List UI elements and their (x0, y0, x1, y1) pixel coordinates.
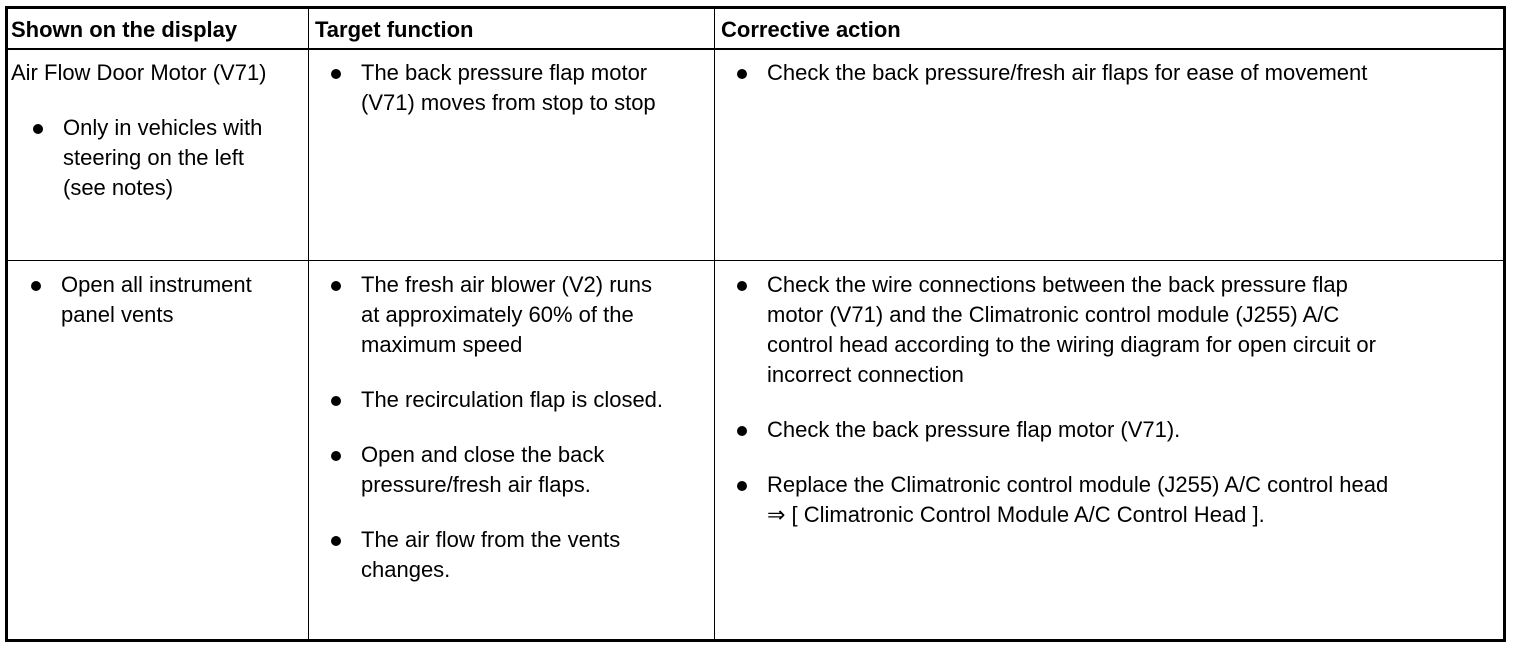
header-target-function: Target function (315, 17, 474, 42)
row1-target-line: The back pressure flap motor (361, 60, 648, 85)
row2-target-cell (309, 270, 713, 585)
row2-target-line: The fresh air blower (V2) runs (361, 272, 652, 297)
row2-target-line: maximum speed (361, 332, 523, 357)
row2-target-line: at approximately 60% of the (361, 302, 634, 327)
bullet-icon (33, 124, 43, 134)
row2-target-line: changes. (361, 557, 451, 582)
row2-action-line: Check the back pressure flap motor (V71). (767, 417, 1181, 442)
list-item (715, 415, 1503, 445)
row2-display-line: Open all instrument (61, 272, 252, 297)
row1-target-line: (V71) moves from stop to stop (361, 90, 656, 115)
row2-action-line: ⇒ [ Climatronic Control Module A/C Control Head ]. (767, 502, 1265, 527)
row2-target-line: Open and close the back (361, 442, 605, 467)
list-item (9, 270, 307, 330)
list-item (715, 270, 1503, 390)
row2-action-line: Replace the Climatronic control module (J255) A/C control head (767, 472, 1389, 497)
list-item (309, 440, 713, 500)
bullet-icon (737, 481, 747, 491)
row2-target-line: The recirculation flap is closed. (361, 387, 664, 412)
bullet-icon (331, 396, 341, 406)
list-item (309, 58, 713, 118)
row2-action-line: incorrect connection (767, 362, 964, 387)
row1-action-line: Check the back pressure/fresh air flaps for ease of movement (767, 60, 1368, 85)
row1-display-cell (11, 58, 307, 203)
row2-action-line: Check the wire connections between the back pressure flap (767, 272, 1348, 297)
row1-display-bullet-line: (see notes) (63, 175, 174, 200)
row2-action-cell (715, 270, 1503, 530)
list-item (309, 270, 713, 360)
list-item (715, 470, 1503, 530)
list-item (11, 113, 307, 203)
list-item (309, 385, 713, 415)
bullet-icon (331, 451, 341, 461)
row2-target-line: The air flow from the vents (361, 527, 621, 552)
row2-action-line: control head according to the wiring diagram for open circuit or (767, 332, 1376, 357)
list-item (309, 525, 713, 585)
row1-action-cell (715, 58, 1503, 88)
bullet-icon (31, 281, 41, 291)
row1-display-bullet-line: steering on the left (63, 145, 245, 170)
bullet-icon (737, 69, 747, 79)
row2-display-line: panel vents (61, 302, 174, 327)
row1-display-bullet-line: Only in vehicles with (63, 115, 263, 140)
row1-display-title: Air Flow Door Motor (V71) (11, 60, 267, 85)
row-divider (8, 260, 1503, 261)
bullet-icon (737, 426, 747, 436)
bullet-icon (737, 281, 747, 291)
row2-display-cell (9, 270, 307, 330)
bullet-icon (331, 281, 341, 291)
list-item (715, 58, 1503, 88)
row1-target-cell (309, 58, 713, 118)
row2-target-line: pressure/fresh air flaps. (361, 472, 591, 497)
header-corrective-action: Corrective action (721, 17, 901, 42)
row2-action-line: motor (V71) and the Climatronic control module (J255) A/C (767, 302, 1340, 327)
bullet-icon (331, 536, 341, 546)
bullet-icon (331, 69, 341, 79)
diagnostic-table (5, 6, 1506, 642)
header-shown-on-display: Shown on the display (11, 17, 238, 42)
header-divider (8, 48, 1503, 50)
